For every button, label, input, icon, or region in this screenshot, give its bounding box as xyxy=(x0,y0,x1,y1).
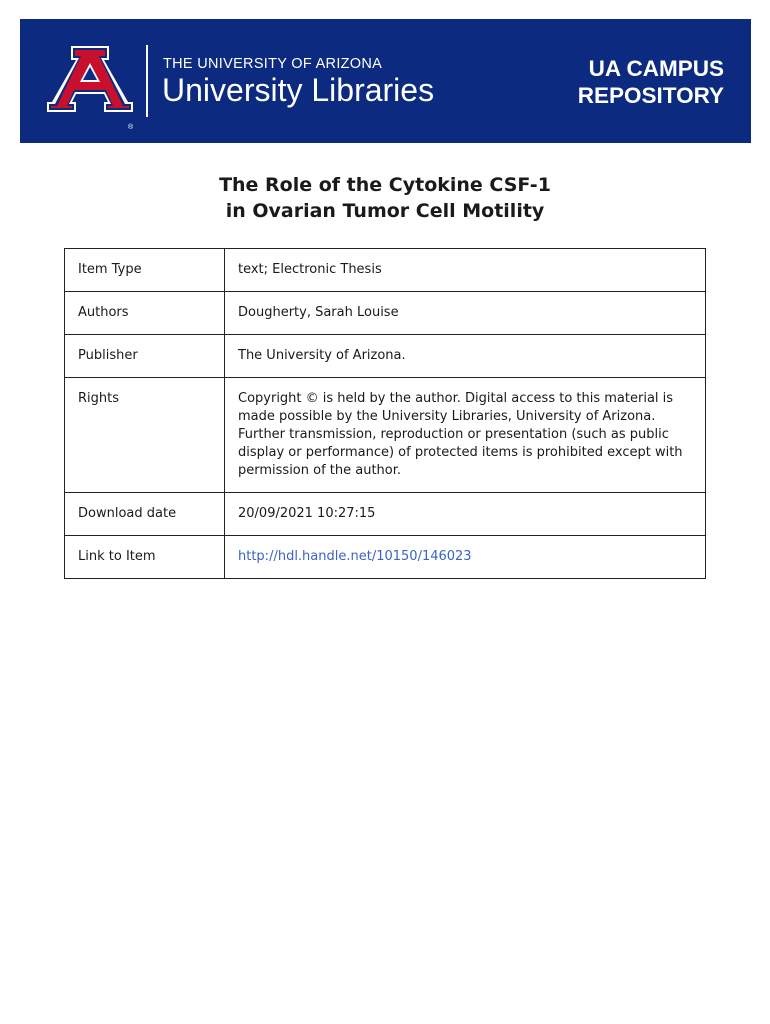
repository-name-line1: UA CAMPUS xyxy=(588,56,724,81)
metadata-table xyxy=(64,248,706,579)
link-to-item-cell xyxy=(225,536,706,579)
table-row xyxy=(65,536,706,579)
publisher-value: The University of Arizona. xyxy=(225,335,706,378)
table-row xyxy=(65,249,706,292)
table-row xyxy=(65,335,706,378)
registered-trademark-mark: ® xyxy=(128,124,134,131)
authors-label: Authors xyxy=(65,292,225,335)
repository-name-line2: REPOSITORY xyxy=(577,83,724,108)
document-title-line2: in Ovarian Tumor Cell Motility xyxy=(225,200,545,222)
authors-value: Dougherty, Sarah Louise xyxy=(225,292,706,335)
document-title xyxy=(0,172,770,224)
header-banner xyxy=(20,19,751,143)
document-title-line1: The Role of the Cytokine CSF-1 xyxy=(219,174,551,196)
item-type-value: text; Electronic Thesis xyxy=(225,249,706,292)
item-handle-link[interactable]: http://hdl.handle.net/10150/146023 xyxy=(238,549,472,564)
table-row xyxy=(65,493,706,536)
university-block-a-logo-icon xyxy=(44,46,136,112)
rights-label: Rights xyxy=(65,378,225,493)
item-type-label: Item Type xyxy=(65,249,225,292)
rights-value: Copyright © is held by the author. Digital access to this material is made possible by the University Libraries, University of Arizona. Further transmission, reproduction or presentation (such as public display or performance) of protected items is prohibited except with permission of the author. xyxy=(225,378,706,493)
download-date-label: Download date xyxy=(65,493,225,536)
publisher-label: Publisher xyxy=(65,335,225,378)
table-row xyxy=(65,292,706,335)
logo-divider xyxy=(146,45,148,117)
university-name: THE UNIVERSITY OF ARIZONA xyxy=(163,56,383,72)
table-row xyxy=(65,378,706,493)
download-date-value: 20/09/2021 10:27:15 xyxy=(225,493,706,536)
libraries-name: University Libraries xyxy=(162,72,435,108)
link-to-item-label: Link to Item xyxy=(65,536,225,579)
